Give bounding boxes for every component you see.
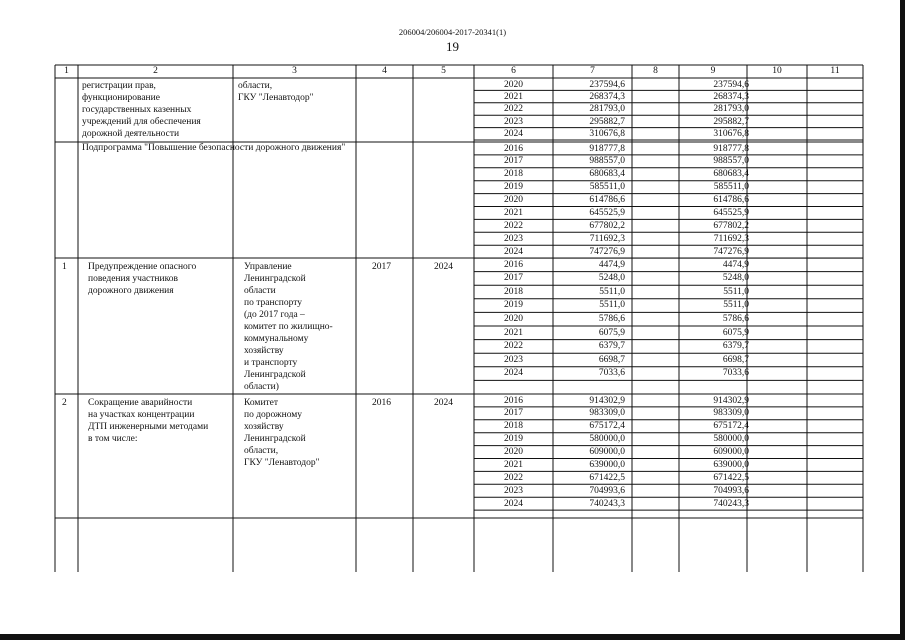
year-cell: 2018 [504, 286, 523, 297]
value-col9-cell: 740243,3 [713, 498, 749, 509]
value-col9-cell: 680683,4 [713, 169, 749, 180]
value-col7-cell: 671422,5 [589, 472, 625, 483]
year-cell: 2018 [504, 169, 523, 180]
year-cell: 2020 [504, 313, 523, 324]
value-col9-cell: 5248,0 [722, 273, 749, 284]
value-col7-cell: 237594,6 [589, 79, 625, 90]
value-col7-cell: 5511,0 [599, 300, 625, 311]
year-cell: 2022 [504, 220, 523, 231]
value-col7-cell: 914302,9 [589, 395, 625, 406]
value-col7-cell: 268374,3 [589, 91, 625, 102]
col-header-11: 11 [830, 66, 840, 76]
year-cell: 2023 [504, 116, 523, 127]
item2-end-year: 2024 [434, 398, 453, 408]
value-col7-cell: 4474,9 [598, 259, 625, 270]
year-cell: 2024 [504, 246, 523, 257]
value-col7-cell: 281793,0 [589, 104, 625, 115]
col-header-1: 1 [64, 66, 69, 76]
year-cell: 2019 [504, 182, 523, 193]
year-cell: 2024 [504, 498, 523, 509]
year-cell: 2022 [504, 341, 523, 352]
year-cell: 2019 [504, 300, 523, 311]
year-cell: 2016 [504, 395, 523, 406]
value-col9-cell: 639000,0 [713, 460, 749, 470]
value-col7-cell: 747276,9 [589, 246, 625, 257]
value-col9-cell: 747276,9 [713, 246, 749, 257]
value-col9-cell: 704993,6 [713, 485, 749, 496]
value-col9-cell: 918777,8 [713, 143, 749, 154]
value-col9-cell: 645525,9 [713, 208, 749, 218]
value-col7-cell: 585511,0 [589, 182, 625, 193]
value-col9-cell: 7033,6 [722, 368, 749, 379]
year-cell: 2018 [504, 421, 523, 432]
year-cell: 2022 [504, 472, 523, 483]
value-col9-cell: 988557,0 [713, 156, 749, 167]
value-col9-cell: 295882,7 [713, 116, 749, 127]
year-cell: 2023 [504, 233, 523, 244]
value-col7-cell: 580000,0 [589, 434, 625, 445]
year-cell: 2016 [504, 259, 523, 270]
year-cell: 2017 [504, 273, 523, 284]
col-header-4: 4 [382, 66, 387, 76]
value-col9-cell: 983309,0 [713, 408, 749, 419]
year-cell: 2021 [504, 91, 523, 102]
value-col9-cell: 4474,9 [722, 259, 749, 270]
page-number: 19 [446, 39, 459, 54]
year-cell: 2017 [504, 408, 523, 419]
value-col7-cell: 5511,0 [599, 286, 625, 297]
value-col9-cell: 5511,0 [723, 300, 749, 311]
value-col7-cell: 740243,3 [589, 498, 625, 509]
value-col9-cell: 609000,0 [713, 447, 749, 458]
col-header-6: 6 [511, 66, 516, 76]
value-col9-cell: 671422,5 [713, 472, 749, 483]
item2-start-year: 2016 [372, 398, 391, 408]
value-col9-cell: 914302,9 [713, 395, 749, 406]
value-col9-cell: 237594,6 [713, 79, 749, 90]
col-header-10: 10 [772, 66, 782, 76]
subprogram-title: Подпрограмма "Повышение безопасности дорожного движения" [82, 143, 346, 153]
year-cell: 2022 [504, 104, 523, 115]
value-col7-cell: 614786,6 [589, 195, 625, 206]
year-cell: 2024 [504, 368, 523, 379]
item2-number: 2 [62, 398, 67, 408]
item1-executor: Управление Ленинградской области по транспорту (до 2017 года – комитет по жилищно- коммунальному хозяйству и транспорту Ленинградской области) [244, 262, 333, 392]
value-col9-cell: 6698,7 [722, 354, 749, 365]
value-col7-cell: 918777,8 [589, 143, 625, 154]
year-cell: 2017 [504, 156, 523, 167]
value-col7-cell: 609000,0 [589, 447, 625, 458]
value-col7-cell: 677802,2 [589, 220, 625, 231]
value-col7-cell: 988557,0 [589, 156, 625, 167]
value-col9-cell: 5511,0 [723, 286, 749, 297]
value-col9-cell: 6075,9 [722, 327, 749, 338]
value-col7-cell: 7033,6 [598, 368, 625, 379]
value-col9-cell: 711692,3 [713, 233, 749, 244]
year-cell: 2020 [504, 195, 523, 206]
year-cell: 2021 [504, 460, 523, 470]
value-col9-cell: 6379,7 [722, 341, 749, 352]
item1-end-year: 2024 [434, 262, 453, 272]
col-header-7: 7 [590, 66, 595, 76]
year-cell: 2021 [504, 327, 523, 338]
value-col9-cell: 268374,3 [713, 91, 749, 102]
document-code: 206004/206004-2017-20341(1) [398, 27, 507, 37]
value-col9-cell: 5786,6 [722, 313, 749, 324]
value-col9-cell: 675172,4 [713, 421, 749, 432]
year-cell: 2019 [504, 434, 523, 445]
col-header-2: 2 [153, 66, 158, 76]
item2-name: Сокращение аварийности на участках концентрации ДТП инженерными методами в том числе: [88, 398, 209, 444]
value-col7-cell: 645525,9 [589, 208, 625, 218]
col-header-8: 8 [653, 66, 658, 76]
value-col9-cell: 585511,0 [713, 182, 749, 193]
year-cell: 2024 [504, 129, 523, 140]
value-col7-cell: 983309,0 [589, 408, 625, 419]
year-cell: 2023 [504, 485, 523, 496]
value-col9-cell: 310676,8 [713, 129, 749, 140]
value-col7-cell: 6075,9 [598, 327, 625, 338]
col-header-3: 3 [292, 66, 297, 76]
value-col7-cell: 675172,4 [589, 421, 625, 432]
value-col9-cell: 677802,2 [713, 220, 749, 231]
continuation-name: регистрации прав, функционирование государственных казенных учреждений для обеспечения дорожной деятельности [82, 81, 201, 139]
value-col7-cell: 711692,3 [589, 233, 625, 244]
value-col7-cell: 704993,6 [589, 485, 625, 496]
value-col7-cell: 5248,0 [598, 273, 625, 284]
item1-start-year: 2017 [372, 262, 391, 272]
value-col7-cell: 310676,8 [589, 129, 625, 140]
year-cell: 2020 [504, 447, 523, 458]
value-col7-cell: 295882,7 [589, 116, 625, 127]
item1-name: Предупреждение опасного поведения участников дорожного движения [88, 262, 197, 296]
value-col9-cell: 580000,0 [713, 434, 749, 445]
item2-executor: Комитет по дорожному хозяйству Ленинградской области, ГКУ "Ленавтодор" [244, 398, 320, 468]
value-col7-cell: 6379,7 [598, 341, 625, 352]
col-header-9: 9 [710, 66, 716, 76]
value-col7-cell: 639000,0 [589, 460, 625, 470]
col-header-5: 5 [441, 66, 446, 76]
value-col7-cell: 6698,7 [598, 354, 625, 365]
item1-number: 1 [62, 262, 67, 272]
value-col9-cell: 614786,6 [713, 195, 749, 206]
year-cell: 2016 [504, 143, 523, 154]
year-cell: 2021 [504, 208, 523, 218]
year-cell: 2023 [504, 354, 523, 365]
value-col9-cell: 281793,0 [713, 104, 749, 115]
value-col7-cell: 5786,6 [598, 313, 625, 324]
value-col7-cell: 680683,4 [589, 169, 625, 180]
continuation-executor: области, ГКУ "Ленавтодор" [238, 81, 314, 103]
year-cell: 2020 [504, 79, 523, 90]
